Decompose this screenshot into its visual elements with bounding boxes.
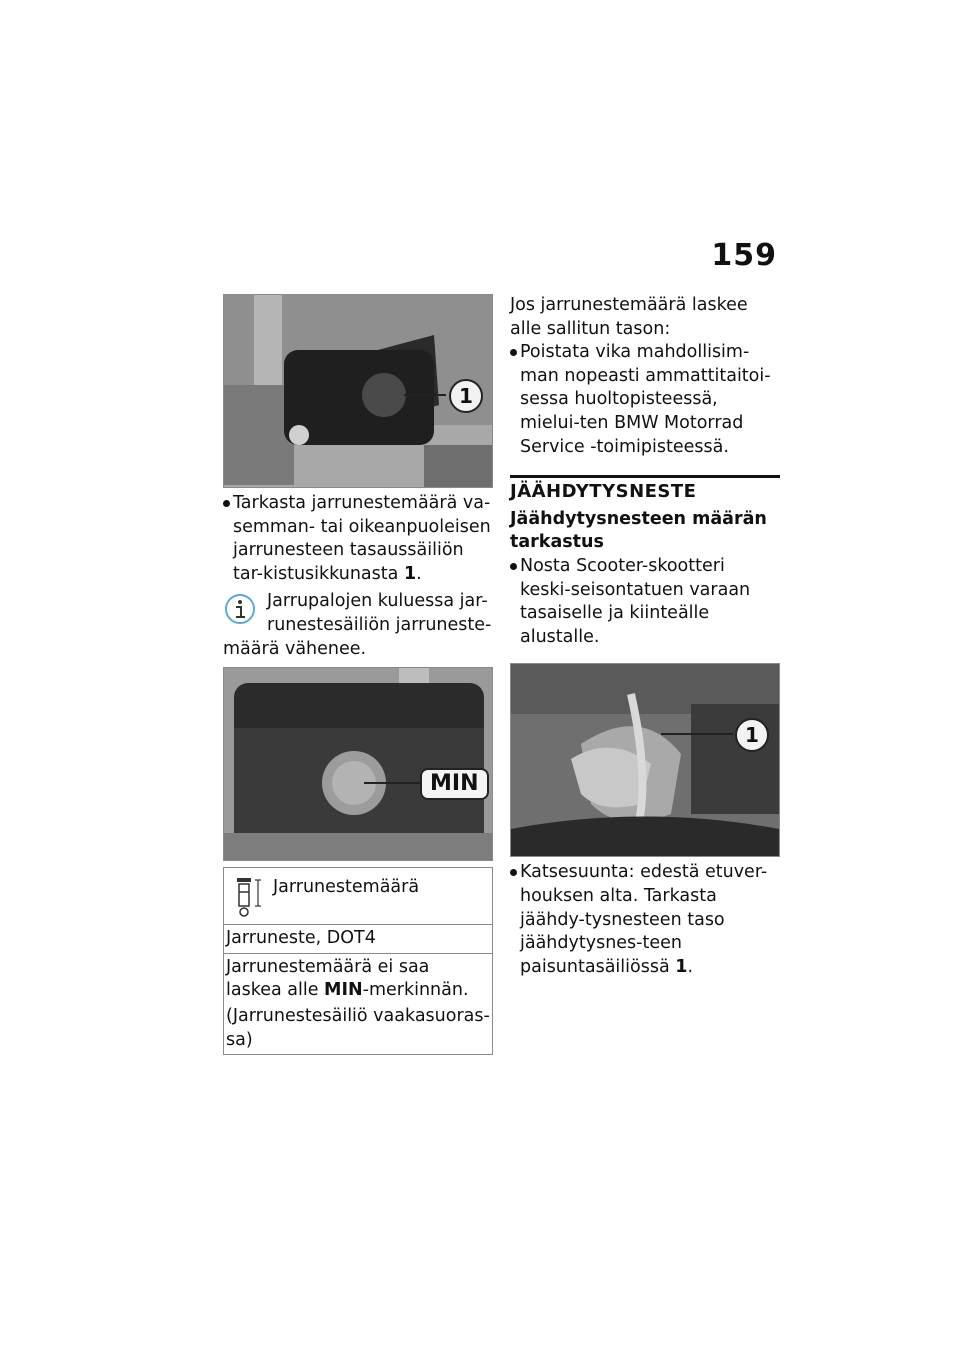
bullet-text: Tarkasta jarrunestemäärä va-semman- tai oikeanpuoleisen jarrunesteen tasaussäiliön tar-kistusikkunasta xyxy=(233,493,491,584)
reservoir-min-illustration xyxy=(224,668,492,860)
callout-1: 1 xyxy=(449,379,483,413)
brake-reservoir-photo xyxy=(223,294,493,488)
coolant-reservoir-photo xyxy=(510,663,780,857)
bullet-end: . xyxy=(687,956,694,977)
bullet-repair xyxy=(510,341,780,459)
spec-row-fluid-type xyxy=(224,925,492,954)
min-text-post: -merkinnän. xyxy=(362,980,469,1001)
intro-text: Jos jarrunestemäärä laskee alle sallitun tason: xyxy=(510,295,748,339)
reference-number: 1 xyxy=(403,563,417,584)
brake-fluid-spec-table xyxy=(223,867,493,1055)
reference-number: 1 xyxy=(675,956,688,977)
callout-1: 1 xyxy=(735,718,769,752)
spec-row-min-level xyxy=(224,954,492,1054)
reservoir-min-photo xyxy=(223,667,493,861)
note-line-1: Jarrupalojen kuluessa jar- xyxy=(267,591,488,612)
note-line-2: runestesäiliön jarruneste- xyxy=(267,614,492,635)
left-column xyxy=(223,294,493,1055)
min-text-bold: MIN xyxy=(324,980,363,1001)
bullet-dot xyxy=(223,500,230,507)
fluid-type: Jarruneste, DOT4 xyxy=(226,928,376,949)
bullet-check-brake-fluid xyxy=(223,492,493,586)
right-column xyxy=(510,294,780,979)
note-line-3: määrä vähenee. xyxy=(223,638,367,659)
sub-title: Jäähdytysnesteen määrän tarkastus xyxy=(510,508,767,553)
spec-header-label: Jarrunestemäärä xyxy=(273,877,420,898)
min-label: MIN xyxy=(420,768,489,800)
bullet-check-coolant xyxy=(510,861,780,979)
info-icon xyxy=(223,592,257,626)
coolant-reservoir-illustration xyxy=(511,664,779,856)
bullet-dot xyxy=(510,563,517,570)
min-text-extra: (Jarrunestesäiliö vaakasuoras-sa) xyxy=(226,1005,490,1050)
bullet-text: Poistata vika mahdollisim-man nopeasti ammattitaitoi-sessa huoltopisteessä, mielui-ten BMW Motorrad Service -toimipisteessä. xyxy=(520,342,771,457)
bullet-dot xyxy=(510,349,517,356)
bullet-text: Nosta Scooter-skootteri keski-seisontatuen varaan tasaiselle ja kiinteälle alustalle. xyxy=(520,555,751,647)
bullet-end: . xyxy=(416,563,422,584)
bullet-center-stand xyxy=(510,555,780,649)
spec-header xyxy=(224,868,492,925)
section-rule xyxy=(510,475,780,478)
bullet-dot xyxy=(510,869,517,876)
section-title: JÄÄHDYTYSNESTE xyxy=(510,481,697,503)
fluid-level-icon xyxy=(234,874,264,918)
min-text-pre: Jarrunestemäärä ei saa laskea alle xyxy=(226,956,430,1001)
bullet-text: Katsesuunta: edestä etuver-houksen alta. Tarkasta jäähdy-tysnesteen taso jäähdytysnes-teen paisuntasäiliössä xyxy=(520,862,768,977)
page-number: 159 xyxy=(711,238,777,273)
info-note xyxy=(223,590,493,661)
